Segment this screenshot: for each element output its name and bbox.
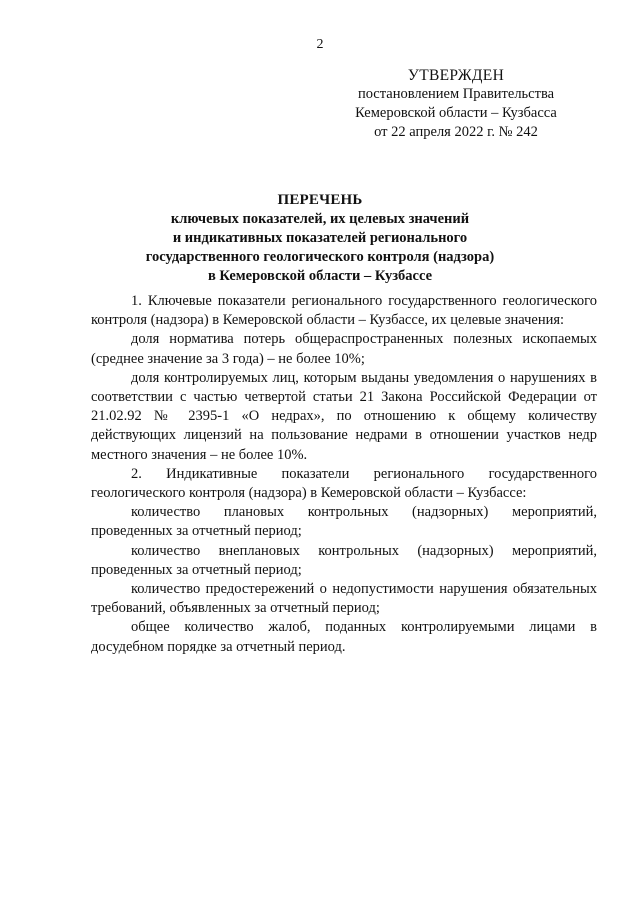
- paragraph: количество плановых контрольных (надзорных) мероприятий, проведенных за отчетный период;: [91, 504, 597, 540]
- approval-line: постановлением Правительства: [357, 86, 555, 102]
- page-number: 2: [316, 37, 324, 52]
- document-body: [91, 292, 597, 657]
- paragraph: общее количество жалоб, поданных контролируемыми лицами в досудебном порядке за отчетный период.: [91, 619, 597, 655]
- title-line: и индикативных показателей регионального: [172, 230, 468, 246]
- title-heading: ПЕРЕЧЕНЬ: [277, 192, 363, 208]
- approval-stamp: [340, 66, 572, 142]
- paragraph: доля норматива потерь общераспространенных полезных ископаемых (среднее значение за 3 года) – не более 10%;: [91, 331, 597, 367]
- paragraph: доля контролируемых лиц, которым выданы уведомления о нарушениях в соответствии с частью четвертой статьи 21 Закона Российской Федерации от 21.02.92 № 2395-1 «О недрах», по отношению к общему количеству действующих лицензий на пользование недрами в отношении участков недр местного значения – не более 10%.: [91, 369, 597, 463]
- approval-date: от 22 апреля 2022 г. № 242: [374, 124, 538, 140]
- paragraph: количество предостережений о недопустимости нарушения обязательных требований, объявленных за отчетный период;: [91, 581, 597, 617]
- paragraph: 1. Ключевые показатели регионального государственного геологического контроля (надзора) в Кемеровской области – Кузбассе, их целевые значения:: [91, 293, 597, 329]
- approval-line: Кемеровской области – Кузбасса: [355, 105, 557, 121]
- title-line: государственного геологического контроля (надзора): [145, 249, 495, 265]
- approval-heading: УТВЕРЖДЕН: [407, 67, 505, 84]
- document-title: [60, 191, 580, 286]
- title-line: ключевых показателей, их целевых значений: [170, 211, 470, 227]
- paragraph: количество внеплановых контрольных (надзорных) мероприятий, проведенных за отчетный период;: [91, 542, 597, 578]
- paragraph: 2. Индикативные показатели регионального государственного геологического контроля (надзора) в Кемеровской области – Кузбассе:: [91, 465, 597, 502]
- title-line: в Кемеровской области – Кузбассе: [207, 268, 433, 284]
